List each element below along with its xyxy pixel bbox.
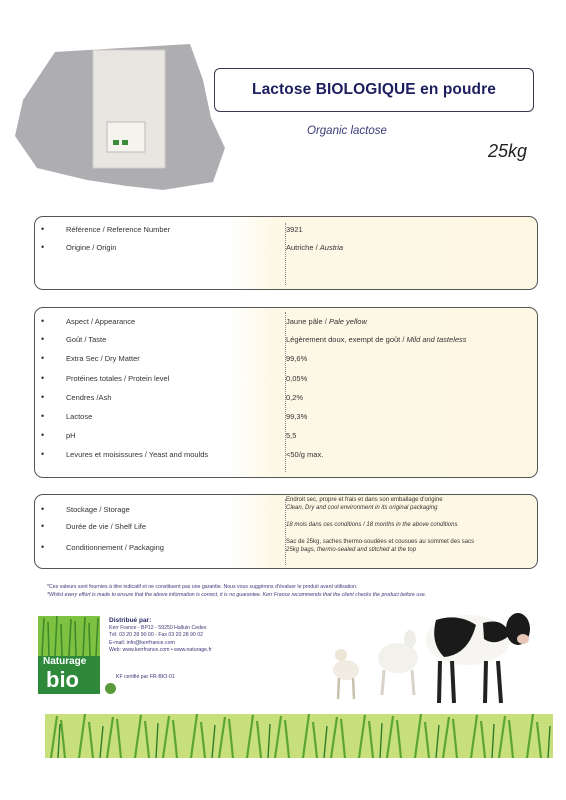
spec-label: Origine / Origin (66, 243, 117, 252)
spec-label: Durée de vie / Shelf Life (66, 522, 147, 531)
disclaimer-en: *Whilst every effort is made to ensure that the above information is correct, it is no guarantee. Kerr France recommends that the client checks the product before use. (47, 592, 427, 598)
spec-label: Aspect / Appearance (66, 317, 136, 326)
bullet-icon: • (41, 373, 45, 383)
distributor-web: Web: www.kerrfrance.com • www.naturage.fr (109, 647, 212, 654)
logo-line2: bio (46, 667, 79, 692)
product-subtitle: Organic lactose (307, 125, 387, 137)
bullet-icon: • (41, 504, 45, 514)
spec-value: Sac de 25kg, saches thermo-soudées et cousues au sommet des sacs 25kg bags, thermo-sealed and stitched at the top (286, 539, 475, 553)
bullet-icon: • (41, 430, 45, 440)
disclaimer-fr: *Ces valeurs sont fournies à titre indicatif et ne constituent pas une garantie. Nous vous suggérons d'évaluer le produit avant utilisation. (47, 584, 358, 590)
bullet-icon: • (41, 316, 45, 326)
bullet-icon: • (41, 542, 45, 552)
spec-value: 5,5 (286, 431, 297, 440)
spec-label: Cendres /Ash (66, 393, 112, 402)
spec-value: 18 mois dans ces conditions / 18 months in the above conditions (286, 522, 458, 528)
naturage-bio-logo (38, 616, 100, 694)
bullet-icon: • (41, 411, 45, 421)
distributor-phone: Tél: 03 20 28 90 00 - Fax 03 20 28 90 02 (109, 632, 204, 639)
bullet-icon: • (41, 224, 45, 234)
bullet-icon: • (41, 334, 45, 344)
spec-value: 99,6% (286, 354, 308, 363)
bullet-icon: • (41, 392, 45, 402)
product-title-box (214, 68, 534, 112)
spec-label: Référence / Reference Number (66, 225, 171, 234)
certification-text: KF certifié par FR-BIO-01 (116, 674, 175, 680)
spec-value: 0,05% (286, 374, 308, 383)
spec-label: Protéines totales / Protein level (66, 374, 170, 383)
spec-value: 99,3% (286, 412, 308, 421)
product-title: Lactose BIOLOGIQUE en poudre (252, 81, 496, 98)
product-image (15, 40, 225, 190)
bullet-icon: • (41, 521, 45, 531)
spec-label: Goût / Taste (66, 335, 107, 344)
distributor-heading: Distribué par: (109, 617, 152, 624)
spec-value: Autriche / Austria (286, 243, 344, 252)
spec-value: Endroit sec, propre et frais et dans son emballage d'origine Clean, Dry and cool environment in its original packaging (286, 497, 443, 511)
spec-label: Conditionnement / Packaging (66, 543, 164, 552)
spec-label: pH (66, 431, 76, 440)
identification-panel (34, 216, 538, 290)
spec-value: 3921 (286, 225, 303, 234)
distributor-email: E-mail: info@kerrfrance.com (109, 639, 175, 646)
bullet-icon: • (41, 353, 45, 363)
specifications-panel (34, 307, 538, 478)
logo-line1: Naturage (43, 656, 87, 667)
bullet-icon: • (41, 449, 45, 459)
logistics-panel (34, 494, 538, 569)
distributor-company: Kerr France - BP12 - 59250 Halluin Cedex (109, 624, 207, 631)
spec-label: Extra Sec / Dry Matter (66, 354, 140, 363)
spec-value: Légèrement doux, exempt de goût / Mild and tasteless (286, 335, 467, 344)
spec-value: 0,2% (286, 393, 304, 402)
spec-value: <50/g max. (286, 450, 324, 459)
spec-value: Jaune pâle / Pale yellow (286, 317, 367, 326)
bullet-icon: • (41, 242, 45, 252)
grass-banner-image (45, 714, 553, 758)
spec-label: Stockage / Storage (66, 505, 130, 514)
farm-animals-image (318, 595, 538, 710)
grass-icon (38, 616, 100, 656)
spec-label: Lactose (66, 412, 93, 421)
spec-label: Levures et moisissures / Yeast and moulds (66, 450, 209, 459)
distributor-info (109, 617, 212, 655)
eu-organic-badge-icon (105, 683, 116, 694)
product-weight: 25kg (488, 141, 528, 161)
